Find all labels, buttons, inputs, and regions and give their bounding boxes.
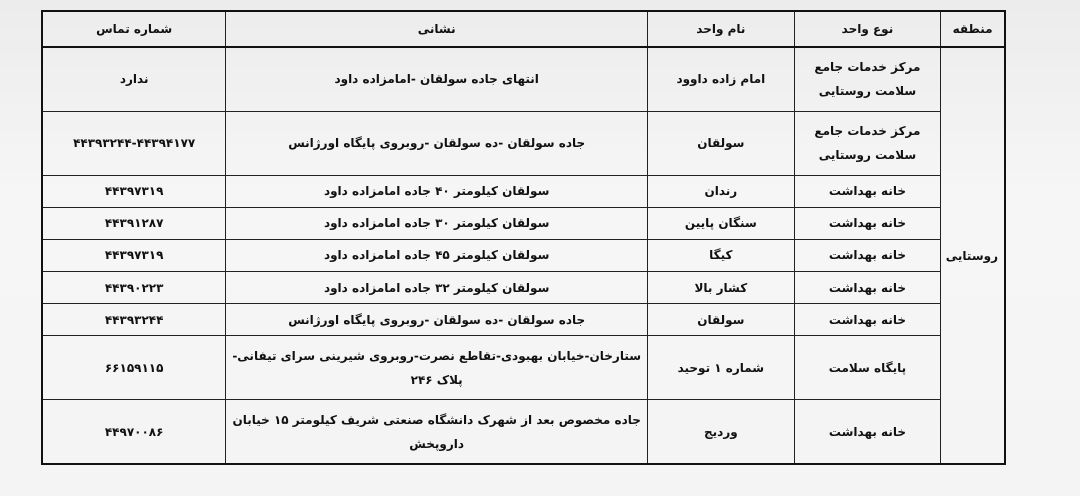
unit-name-cell: شماره ۱ توحید <box>648 336 795 400</box>
table-row <box>42 304 1005 336</box>
table-row <box>42 175 1005 207</box>
table-row <box>42 239 1005 271</box>
address-cell: ستارخان-خیابان بهبودی-تقاطع نصرت-روبروی شیرینی سرای تیفانی-پلاک ۲۴۶ <box>226 336 648 400</box>
address-cell: جاده سولقان -ده سولقان -روبروی پایگاه اورژانس <box>226 111 648 175</box>
unit-type-cell: خانه بهداشت <box>794 239 941 271</box>
phone-cell: ۶۶۱۵۹۱۱۵ <box>42 336 226 400</box>
address-cell: انتهای جاده سولقان -امامزاده داود <box>226 47 648 111</box>
region-cell: روستایی <box>941 47 1005 464</box>
unit-type-cell: خانه بهداشت <box>794 304 941 336</box>
unit-name-cell: امام زاده داوود <box>648 47 795 111</box>
header-unit-name: نام واحد <box>648 11 795 47</box>
address-cell: سولقان کیلومتر ۳۰ جاده امامزاده داود <box>226 207 648 239</box>
unit-name-cell: سولقان <box>648 111 795 175</box>
unit-type-cell: مرکز خدمات جامع سلامت روستایی <box>794 47 941 111</box>
table-row <box>42 47 1005 111</box>
health-units-table <box>41 10 1006 465</box>
unit-type-cell: خانه بهداشت <box>794 271 941 303</box>
unit-name-cell: کیگا <box>648 239 795 271</box>
phone-cell: ۴۴۳۹۷۳۱۹ <box>42 175 226 207</box>
table-row <box>42 271 1005 303</box>
table-row <box>42 336 1005 400</box>
unit-name-cell: وردیج <box>648 400 795 464</box>
header-unit-type: نوع واحد <box>794 11 941 47</box>
phone-cell: ۴۴۳۹۳۲۴۴-۴۴۳۹۴۱۷۷ <box>42 111 226 175</box>
unit-name-cell: سنگان پایین <box>648 207 795 239</box>
unit-type-cell: مرکز خدمات جامع سلامت روستایی <box>794 111 941 175</box>
table-row <box>42 400 1005 464</box>
unit-type-cell: خانه بهداشت <box>794 400 941 464</box>
address-cell: جاده مخصوص بعد از شهرک دانشگاه صنعتی شریف کیلومتر ۱۵ خیابان داروپخش <box>226 400 648 464</box>
unit-type-cell: خانه بهداشت <box>794 175 941 207</box>
address-cell: سولقان کیلومتر ۴۵ جاده امامزاده داود <box>226 239 648 271</box>
header-region: منطقه <box>941 11 1005 47</box>
address-cell: جاده سولقان -ده سولقان -روبروی پایگاه اورژانس <box>226 304 648 336</box>
phone-cell: ۴۴۳۹۳۲۴۴ <box>42 304 226 336</box>
table-row <box>42 207 1005 239</box>
phone-cell: ۴۴۳۹۱۲۸۷ <box>42 207 226 239</box>
phone-cell: ۴۴۳۹۷۳۱۹ <box>42 239 226 271</box>
address-cell: سولقان کیلومتر ۴۰ جاده امامزاده داود <box>226 175 648 207</box>
header-address: نشانی <box>226 11 648 47</box>
table-row <box>42 111 1005 175</box>
unit-name-cell: کشار بالا <box>648 271 795 303</box>
unit-type-cell: خانه بهداشت <box>794 207 941 239</box>
unit-name-cell: رندان <box>648 175 795 207</box>
header-phone: شماره تماس <box>42 11 226 47</box>
header-row <box>42 11 1005 47</box>
phone-cell: ندارد <box>42 47 226 111</box>
unit-name-cell: سولقان <box>648 304 795 336</box>
unit-type-cell: پایگاه سلامت <box>794 336 941 400</box>
phone-cell: ۴۴۹۷۰۰۸۶ <box>42 400 226 464</box>
phone-cell: ۴۴۳۹۰۲۲۳ <box>42 271 226 303</box>
address-cell: سولقان کیلومتر ۳۲ جاده امامزاده داود <box>226 271 648 303</box>
